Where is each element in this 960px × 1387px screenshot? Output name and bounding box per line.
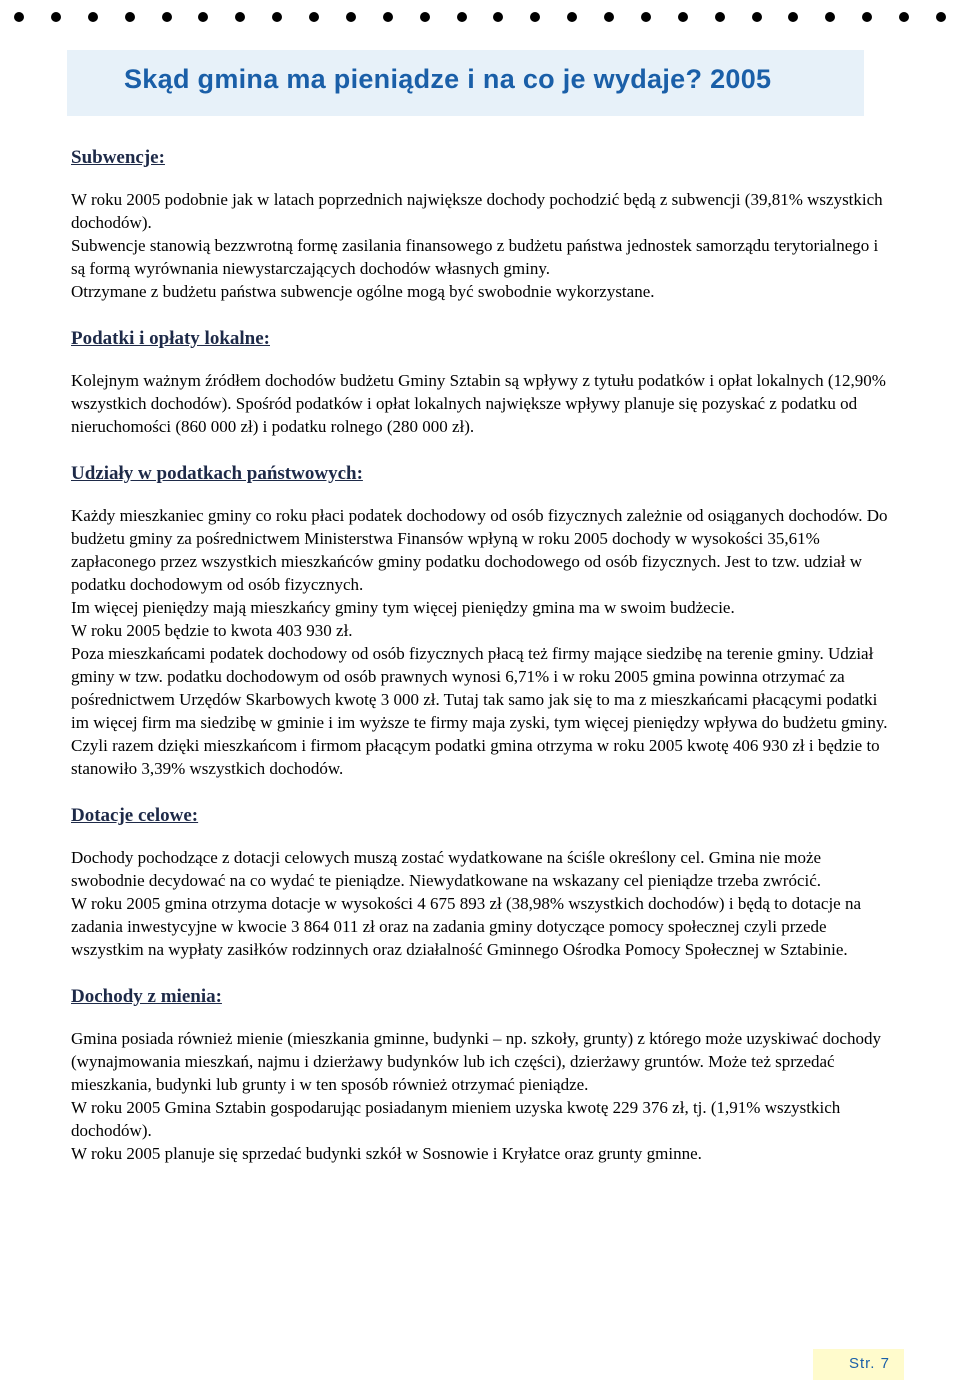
paragraph: W roku 2005 gmina otrzyma dotacje w wysokości 4 675 893 zł (38,98% wszystkich dochodów) i będą to dotacje na zadania inwestycyjne w kwocie 3 864 011 zł oraz na zadania gminy dotyczące pomocy społecznej czyli przede wszystkim na wypłaty zasiłków rodzinnych oraz działalność Gminnego Ośrodka Pomocy Społecznej w Sztabinie.: [71, 894, 862, 959]
border-dot: [14, 12, 24, 22]
border-dot: [678, 12, 688, 22]
paragraph: Im więcej pieniędzy mają mieszkańcy gminy tym więcej pieniędzy gmina ma w swoim budżecie.: [71, 598, 735, 617]
border-dot: [272, 12, 282, 22]
border-dot: [530, 12, 540, 22]
page-number-box: [813, 1349, 904, 1380]
border-dot: [51, 12, 61, 22]
border-dot: [493, 12, 503, 22]
paragraph: Gmina posiada również mienie (mieszkania gminne, budynki – np. szkoły, grunty) z którego może uzyskiwać dochody (wynajmowania mieszkań, najmu i dzierżawy budynków lub ich części), dzierżawy gruntów. Może też sprzedać mieszkania, budynki lub grunty i w ten sposób również otrzymać pieniądze.: [71, 1029, 881, 1094]
paragraph: Dochody pochodzące z dotacji celowych muszą zostać wydatkowane na ściśle określony cel. Gmina nie może swobodnie decydować na co wydać te pieniądze. Niewydatkowane na wskazany cel pieniądze trzeba zwrócić.: [71, 848, 822, 890]
border-dot: [88, 12, 98, 22]
border-dot: [604, 12, 614, 22]
paragraph: Każdy mieszkaniec gminy co roku płaci podatek dochodowy od osób fizycznych zależnie od osiąganych dochodów. Do budżetu gminy za pośrednictwem Ministerstwa Finansów wpłyną w roku 2005 dochody w wysokości 35,61% zapłaconego przez wszystkich mieszkańców gminy podatku dochodowego od osób fizycznych. Jest to tzw. udział w podatku dochodowym od osób fizycznych.: [71, 506, 888, 594]
border-dot: [125, 12, 135, 22]
border-dot: [715, 12, 725, 22]
border-dot: [567, 12, 577, 22]
decorative-dot-border: [0, 6, 960, 28]
paragraph: Poza mieszkańcami podatek dochodowy od osób fizycznych płacą też firmy mające siedzibę na terenie gminy. Udział gminy w tzw. podatku dochodowym od osób prawnych wynosi 6,71% i w roku 2005 gmina powinna otrzymać za pośrednictwem Urzędów Skarbowych kwotę 3 000 zł. Tutaj tak samo jak się to ma z mieszkańcami płacącymi podatki im więcej firm ma siedzibę w gminie i im wyższe te firmy maja zyski, tym więcej pieniędzy wpływa do budżetu gminy.: [71, 644, 888, 732]
page-title: Skąd gmina ma pieniądze i na co je wydaje? 2005: [124, 64, 772, 94]
page-number: Str. 7: [848, 1355, 890, 1372]
border-dot: [825, 12, 835, 22]
border-dot: [383, 12, 393, 22]
paragraph: Subwencje stanowią bezzwrotną formę zasilania finansowego z budżetu państwa jednostek samorządu terytorialnego i są formą wyrównania niewystarczających dochodów własnych gminy.: [71, 236, 879, 278]
paragraph: W roku 2005 będzie to kwota 403 930 zł.: [71, 621, 353, 640]
paragraph: W roku 2005 podobnie jak w latach poprzednich największe dochody pochodzić będą z subwencji (39,81% wszystkich dochodów).: [71, 190, 883, 232]
section-heading-subwencje: Subwencje:: [71, 147, 165, 168]
border-dot: [235, 12, 245, 22]
paragraph: W roku 2005 Gmina Sztabin gospodarując posiadanym mieniem uzyska kwotę 229 376 zł, tj. (1,91% wszystkich dochodów).: [71, 1098, 841, 1140]
paragraph: Czyli razem dzięki mieszkańcom i firmom płacącym podatki gmina otrzyma w roku 2005 kwotę 406 930 zł i będzie to stanowiło 3,39% wszystkich dochodów.: [71, 736, 880, 778]
border-dot: [309, 12, 319, 22]
title-banner: [67, 50, 864, 116]
border-dot: [457, 12, 467, 22]
border-dot: [862, 12, 872, 22]
section-heading-udzialy: Udziały w podatkach państwowych:: [71, 463, 363, 484]
border-dot: [346, 12, 356, 22]
section-heading-podatki: Podatki i opłaty lokalne:: [71, 328, 270, 349]
border-dot: [899, 12, 909, 22]
border-dot: [420, 12, 430, 22]
paragraph: Kolejnym ważnym źródłem dochodów budżetu Gminy Sztabin są wpływy z tytułu podatków i opłat lokalnych (12,90% wszystkich dochodów). Spośród podatków i opłat lokalnych największe wpływy planuje się pozyskać z podatku od nieruchomości (860 000 zł) i podatku rolnego (280 000 zł).: [71, 371, 886, 436]
border-dot: [788, 12, 798, 22]
paragraph: W roku 2005 planuje się sprzedać budynki szkół w Sosnowie i Kryłatce oraz grunty gminne.: [71, 1144, 702, 1163]
border-dot: [162, 12, 172, 22]
document-body: [71, 146, 891, 1165]
section-heading-dochody-z-mienia: Dochody z mienia:: [71, 986, 222, 1007]
border-dot: [641, 12, 651, 22]
border-dot: [936, 12, 946, 22]
border-dot: [198, 12, 208, 22]
border-dot: [752, 12, 762, 22]
paragraph: Otrzymane z budżetu państwa subwencje ogólne mogą być swobodnie wykorzystane.: [71, 282, 655, 301]
section-heading-dotacje: Dotacje celowe:: [71, 805, 199, 826]
